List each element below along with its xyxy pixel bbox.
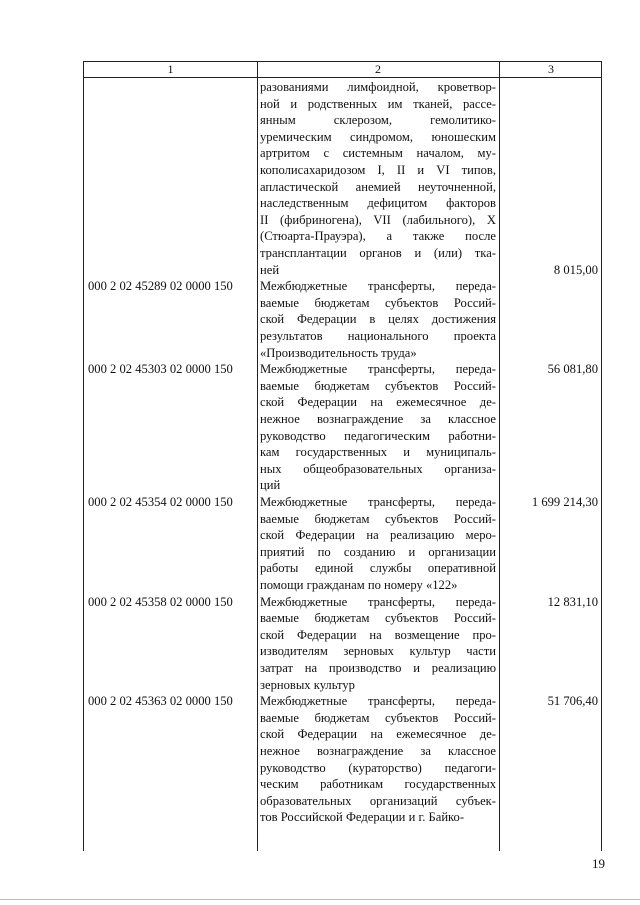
description-line: тов Российской Федерации и г. Байко- — [260, 810, 465, 825]
description-line: ской Федерации в целях достижения — [260, 312, 496, 327]
description-line: ций — [260, 478, 281, 493]
description-line: ваемые бюджетам субъектов Россий- — [260, 295, 496, 310]
description-line: Межбюджетные трансферты, переда- — [260, 694, 496, 709]
amount-cell: 51 706,40 — [547, 694, 598, 709]
column-divider-2 — [499, 62, 500, 851]
description-line: кам государственных и муниципаль- — [260, 445, 496, 460]
description-line: ваемые бюджетам субъектов Россий- — [260, 511, 496, 526]
description-line: изводителям зерновых культур части — [260, 644, 496, 659]
description-line: ской Федерации на ежемесячное де- — [260, 727, 496, 742]
bottom-edge — [0, 899, 640, 900]
description-line: (Стюарта-Прауэра), а также после — [260, 229, 496, 244]
amount-cell: 1 699 214,30 — [531, 495, 598, 509]
description-line: руководство педагогическим работни- — [260, 428, 496, 443]
page-number: 19 — [592, 856, 605, 871]
row-description — [260, 494, 496, 594]
amount-cell: 56 081,80 — [547, 362, 598, 377]
row-description — [260, 361, 496, 494]
description-line: янным склерозом, гемолитико- — [260, 113, 496, 128]
column-divider-1 — [257, 62, 258, 851]
description-line: разованиями лимфоидной, кроветвор- — [260, 80, 496, 94]
description-line: нежное вознаграждение за классное — [260, 743, 496, 758]
header-col-3: 3 — [548, 62, 554, 76]
description-line: ных общеобразовательных организа- — [260, 461, 496, 476]
description-line: нежное вознаграждение за классное — [260, 411, 496, 426]
description-line: ваемые бюджетам субъектов Россий- — [260, 611, 496, 626]
description-line: ней — [260, 262, 280, 277]
description-line: помощи гражданам по номеру «122» — [260, 577, 458, 592]
description-line: результатов национального проекта — [260, 328, 496, 343]
header-col-2: 2 — [375, 62, 381, 76]
budget-table — [83, 61, 602, 851]
budget-code: 000 2 02 45303 02 0000 150 — [88, 362, 233, 377]
description-line: ваемые бюджетам субъектов Россий- — [260, 378, 496, 393]
description-line: Межбюджетные трансферты, переда- — [260, 279, 496, 294]
description-line: «Производительность труда» — [260, 345, 417, 360]
description-line: ной и родственных им тканей, рассе- — [260, 96, 496, 111]
amount-cell: 8 015,00 — [553, 262, 598, 277]
budget-code: 000 2 02 45354 02 0000 150 — [88, 495, 233, 509]
description-line: руководство (кураторство) педагоги- — [260, 760, 496, 775]
budget-code: 000 2 02 45289 02 0000 150 — [88, 279, 233, 294]
description-line: ской Федерации на возмещение про- — [260, 627, 496, 642]
description-line: артритом с системным началом, му- — [260, 146, 496, 161]
description-line: Межбюджетные трансферты, переда- — [260, 594, 496, 609]
description-line: ваемые бюджетам субъектов Россий- — [260, 710, 496, 725]
description-line: кополисахаридозом I, II и VI типов, — [260, 162, 496, 177]
description-line: трансплантации органов и (или) тка- — [260, 245, 496, 260]
row-description — [260, 693, 496, 826]
row-description — [260, 594, 496, 694]
row-description — [260, 278, 496, 361]
description-line: апластической анемией неуточненной, — [260, 179, 496, 194]
description-line: Межбюджетные трансферты, переда- — [260, 362, 496, 377]
description-line: наследственным дефицитом факторов — [260, 196, 496, 211]
continuation-description — [260, 79, 496, 278]
description-line: Межбюджетные трансферты, переда- — [260, 495, 496, 509]
description-line: зерновых культур — [260, 677, 355, 692]
description-line: II (фибриногена), VII (лабильного), X — [260, 212, 496, 227]
description-line: ческим работникам государственных — [260, 777, 496, 792]
header-col-1: 1 — [167, 62, 174, 76]
header-divider — [84, 77, 601, 78]
budget-code: 000 2 02 45358 02 0000 150 — [88, 594, 233, 609]
description-line: образовательных организаций субъек- — [260, 793, 496, 808]
description-line: ской Федерации на ежемесячное де- — [260, 395, 496, 410]
description-line: уремическим синдромом, юношеским — [260, 129, 496, 144]
description-line: работы единой службы оперативной — [260, 561, 496, 576]
amount-cell: 12 831,10 — [547, 594, 598, 609]
description-line: приятий по созданию и организации — [260, 544, 496, 559]
description-line: ской Федерации на реализацию меро- — [260, 528, 496, 543]
description-line: затрат на производство и реализацию — [260, 660, 496, 675]
budget-code: 000 2 02 45363 02 0000 150 — [88, 694, 233, 709]
